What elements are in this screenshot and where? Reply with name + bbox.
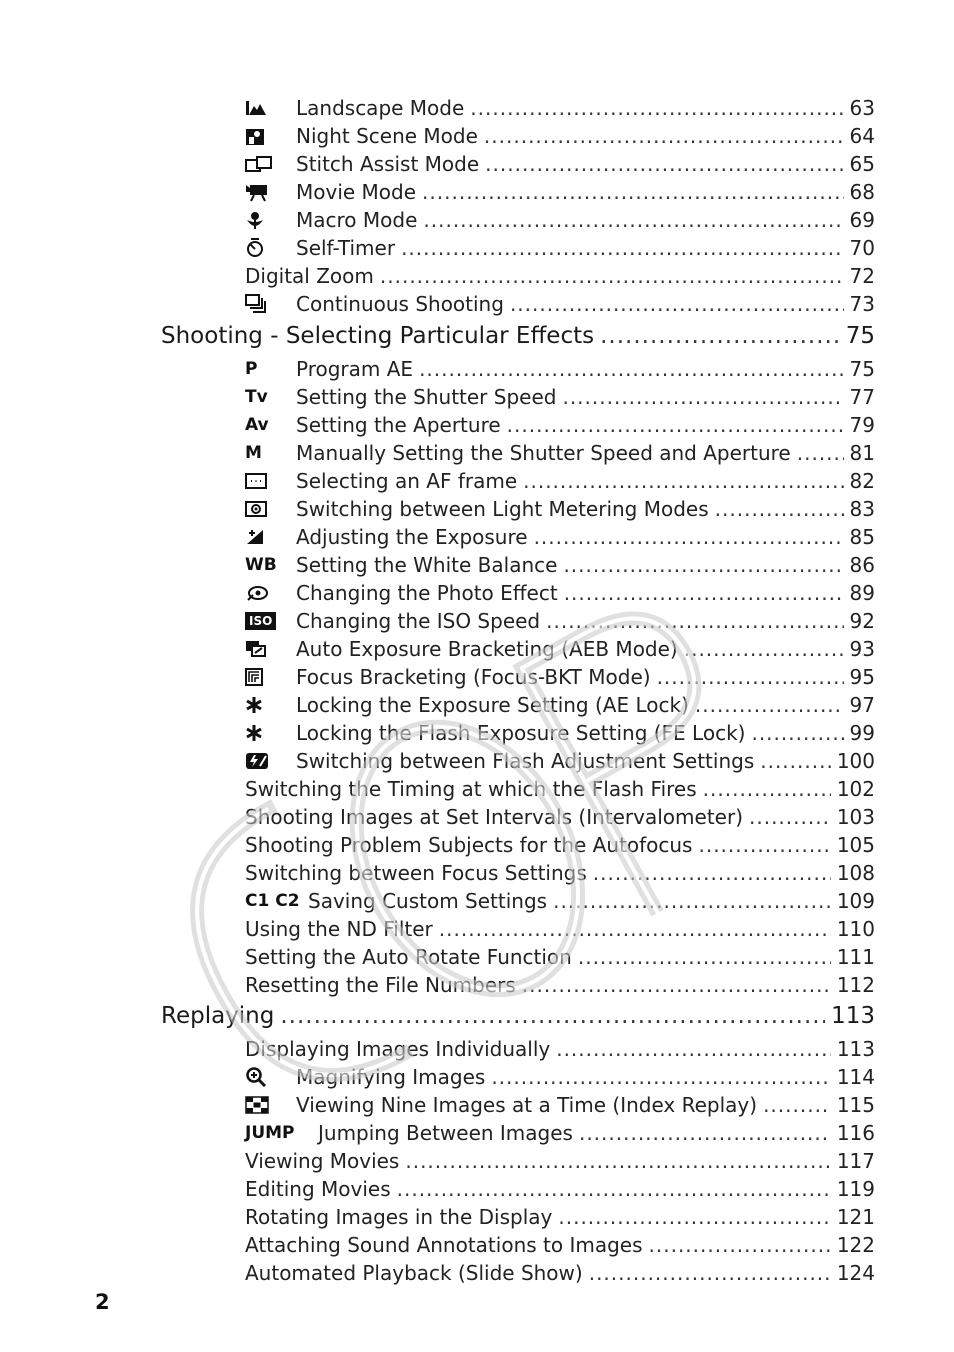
white-balance-icon: WB (245, 555, 277, 575)
flash-adjustment-icon (245, 749, 296, 773)
toc-entry[interactable] (245, 1091, 875, 1117)
leader-dots (698, 833, 830, 857)
entry-page: 95 (849, 665, 875, 689)
toc-entry[interactable] (245, 150, 875, 176)
leader-dots (439, 917, 831, 941)
leader-dots (564, 581, 844, 605)
leader-dots (507, 413, 844, 437)
toc-entry[interactable] (245, 411, 875, 437)
entry-label: Saving Custom Settings (308, 889, 548, 913)
leader-dots (280, 1002, 825, 1030)
toc-entry[interactable] (245, 383, 875, 409)
toc-entry[interactable] (245, 439, 875, 465)
toc-entry[interactable] (245, 719, 875, 745)
leader-dots (405, 1149, 830, 1173)
entry-label: Self-Timer (296, 236, 396, 260)
entry-label: Setting the White Balance (296, 553, 558, 577)
entry-page: 117 (836, 1149, 875, 1173)
entry-page: 99 (849, 721, 875, 745)
self-timer-icon (245, 236, 296, 260)
entry-page: 103 (836, 805, 875, 829)
entry-page: 73 (849, 292, 875, 316)
entry-label: Setting the Aperture (296, 413, 501, 437)
entry-page: 108 (836, 861, 875, 885)
aeb-icon (245, 637, 296, 661)
entry-page: 97 (849, 693, 875, 717)
entry-label: Automated Playback (Slide Show) (245, 1261, 583, 1285)
entry-label: Selecting an AF frame (296, 469, 518, 493)
entry-page: 112 (836, 973, 875, 997)
leader-dots (562, 385, 843, 409)
toc-entry[interactable] (245, 262, 875, 288)
leader-dots (593, 861, 831, 885)
entry-label: Auto Exposure Bracketing (AEB Mode) (296, 637, 678, 661)
entry-label: Switching between Light Metering Modes (296, 497, 709, 521)
magnify-icon (245, 1065, 296, 1089)
entry-label: Locking the Flash Exposure Setting (FE Lock) (296, 721, 746, 745)
exposure-compensation-icon (245, 525, 296, 549)
entry-page: 92 (849, 609, 875, 633)
iso-label: ISO (245, 612, 276, 630)
ae-lock-icon (245, 693, 296, 717)
entry-page: 79 (849, 413, 875, 437)
section-label: Replaying (161, 1003, 275, 1029)
entry-page: 86 (849, 553, 875, 577)
leader-dots (715, 497, 844, 521)
entry-label: Setting the Auto Rotate Function (245, 945, 572, 969)
toc-entry[interactable] (245, 122, 875, 148)
toc-entry[interactable] (245, 1259, 875, 1285)
entry-page: 70 (849, 236, 875, 260)
toc-entry[interactable] (245, 355, 875, 381)
toc-entry[interactable] (245, 1175, 875, 1201)
leader-dots (553, 889, 831, 913)
focus-bracketing-icon (245, 665, 296, 689)
leader-dots (397, 1177, 831, 1201)
leader-dots (579, 1121, 831, 1145)
toc-entry[interactable] (245, 206, 875, 232)
macro-icon (245, 208, 296, 232)
toc-entry[interactable] (245, 1119, 875, 1145)
toc-entry[interactable] (245, 467, 875, 493)
toc-entry[interactable] (245, 579, 875, 605)
leader-dots (578, 945, 831, 969)
leader-dots (763, 1093, 831, 1117)
entry-label: Adjusting the Exposure (296, 525, 528, 549)
leader-dots (470, 96, 843, 120)
entry-page: 83 (849, 497, 875, 521)
shutter-priority-icon: Tv (245, 387, 268, 407)
entry-page: 114 (836, 1065, 875, 1089)
entry-page: 122 (836, 1233, 875, 1257)
entry-label: Switching between Flash Adjustment Settings (296, 749, 755, 773)
toc-entry[interactable] (245, 635, 875, 661)
movie-icon (245, 180, 296, 204)
toc-entry[interactable] (245, 943, 875, 969)
leader-dots (695, 693, 844, 717)
entry-label: Continuous Shooting (296, 292, 504, 316)
toc-entry[interactable] (245, 523, 875, 549)
entry-page: 89 (849, 581, 875, 605)
entry-label: Switching between Focus Settings (245, 861, 587, 885)
leader-dots (423, 208, 843, 232)
entry-label: Changing the Photo Effect (296, 581, 558, 605)
entry-label: Shooting Problem Subjects for the Autofocus (245, 833, 693, 857)
aperture-priority-icon: Av (245, 415, 269, 435)
toc-entry[interactable] (245, 1203, 875, 1229)
toc-entry[interactable] (245, 663, 875, 689)
entry-label: Manually Setting the Shutter Speed and Aperture (296, 441, 791, 465)
entry-label: Shooting Images at Set Intervals (Intervalometer) (245, 805, 743, 829)
entry-page: 102 (836, 777, 875, 801)
toc-entry[interactable] (245, 551, 875, 577)
entry-label: Macro Mode (296, 208, 418, 232)
toc-entry[interactable] (245, 775, 875, 801)
entry-page: 72 (849, 264, 875, 288)
entry-page: 105 (836, 833, 875, 857)
entry-page: 121 (836, 1205, 875, 1229)
entry-page: 77 (849, 385, 875, 409)
toc-entry[interactable] (245, 1035, 875, 1061)
entry-page: 109 (836, 889, 875, 913)
entry-page: 116 (836, 1121, 875, 1145)
entry-label: Editing Movies (245, 1177, 391, 1201)
jump-icon: JUMP (245, 1123, 295, 1143)
entry-label: Using the ND Filter (245, 917, 433, 941)
leader-dots (649, 1233, 831, 1257)
leader-dots (684, 637, 844, 661)
entry-page: 124 (836, 1261, 875, 1285)
fe-lock-icon (245, 721, 296, 745)
entry-label: Jumping Between Images (318, 1121, 573, 1145)
toc-entry[interactable] (245, 803, 875, 829)
leader-dots (558, 1205, 830, 1229)
toc-entry[interactable] (245, 1231, 875, 1257)
leader-dots (657, 665, 844, 689)
light-metering-icon (245, 497, 296, 521)
toc-entry[interactable] (245, 607, 875, 633)
leader-dots (401, 236, 843, 260)
entry-label: Switching the Timing at which the Flash Fires (245, 777, 697, 801)
entry-label: Landscape Mode (296, 96, 465, 120)
entry-label: Displaying Images Individually (245, 1037, 551, 1061)
leader-dots (556, 1037, 831, 1061)
continuous-shooting-icon (245, 292, 296, 316)
leader-dots (589, 1261, 831, 1285)
entry-page: 93 (849, 637, 875, 661)
leader-dots (491, 1065, 831, 1089)
leader-dots (419, 357, 843, 381)
leader-dots (797, 441, 844, 465)
leader-dots (534, 525, 844, 549)
section-label: Shooting - Selecting Particular Effects (161, 323, 595, 349)
landscape-icon (245, 96, 296, 120)
manual-mode-icon: M (245, 443, 262, 463)
entry-page: 82 (849, 469, 875, 493)
entry-label: Night Scene Mode (296, 124, 478, 148)
leader-dots (422, 180, 844, 204)
toc-entry[interactable] (245, 178, 875, 204)
entry-label: Digital Zoom (245, 264, 374, 288)
toc-entry[interactable] (245, 971, 875, 997)
toc-entry[interactable] (245, 887, 875, 913)
leader-dots (510, 292, 844, 316)
entry-page: 111 (836, 945, 875, 969)
leader-dots (760, 749, 831, 773)
toc-section-heading[interactable] (161, 318, 875, 350)
leader-dots (485, 152, 843, 176)
toc-entry[interactable] (245, 495, 875, 521)
leader-dots (484, 124, 844, 148)
toc-entry[interactable] (245, 1063, 875, 1089)
af-frame-icon (245, 469, 296, 493)
leader-dots (751, 721, 843, 745)
page-number: 2 (95, 1290, 110, 1314)
toc-entry[interactable] (245, 859, 875, 885)
entry-label: Movie Mode (296, 180, 417, 204)
entry-page: 110 (836, 917, 875, 941)
custom-settings-icon: C1 C2 (245, 891, 300, 911)
photo-effect-icon (245, 581, 296, 605)
entry-label: Stitch Assist Mode (296, 152, 480, 176)
toc-entry[interactable] (245, 290, 875, 316)
leader-dots (380, 264, 844, 288)
entry-page: 69 (849, 208, 875, 232)
entry-page: 68 (849, 180, 875, 204)
leader-dots (749, 805, 831, 829)
toc-entry[interactable] (245, 747, 875, 773)
leader-dots (546, 609, 843, 633)
leader-dots (563, 553, 843, 577)
entry-label: Viewing Nine Images at a Time (Index Replay) (296, 1093, 758, 1117)
entry-label: Program AE (296, 357, 414, 381)
night-scene-icon (245, 124, 296, 148)
entry-label: Viewing Movies (245, 1149, 400, 1173)
section-page: 113 (831, 1003, 875, 1029)
leader-dots (600, 322, 840, 350)
leader-dots (522, 973, 831, 997)
toc-entry[interactable] (245, 94, 875, 120)
entry-page: 63 (849, 96, 875, 120)
toc-section-heading[interactable] (161, 998, 875, 1030)
entry-page: 119 (836, 1177, 875, 1201)
entry-label: Setting the Shutter Speed (296, 385, 557, 409)
section-page: 75 (845, 323, 875, 349)
iso-icon (245, 609, 296, 633)
entry-label: Rotating Images in the Display (245, 1205, 553, 1229)
toc-entry[interactable] (245, 234, 875, 260)
entry-page: 81 (849, 441, 875, 465)
leader-dots (523, 469, 843, 493)
entry-page: 115 (836, 1093, 875, 1117)
toc-entry[interactable] (245, 1147, 875, 1173)
entry-page: 65 (849, 152, 875, 176)
index-replay-icon (245, 1093, 296, 1117)
stitch-assist-icon (245, 152, 296, 176)
entry-label: Focus Bracketing (Focus-BKT Mode) (296, 665, 651, 689)
entry-page: 75 (849, 357, 875, 381)
program-ae-icon: P (245, 359, 258, 379)
entry-label: Locking the Exposure Setting (AE Lock) (296, 693, 689, 717)
leader-dots (703, 777, 831, 801)
toc-entry[interactable] (245, 831, 875, 857)
entry-page: 100 (836, 749, 875, 773)
toc-entry[interactable] (245, 915, 875, 941)
entry-page: 113 (836, 1037, 875, 1061)
entry-page: 85 (849, 525, 875, 549)
entry-label: Changing the ISO Speed (296, 609, 541, 633)
entry-label: Resetting the File Numbers (245, 973, 516, 997)
toc-entry[interactable] (245, 691, 875, 717)
entry-page: 64 (849, 124, 875, 148)
entry-label: Attaching Sound Annotations to Images (245, 1233, 643, 1257)
entry-label: Magnifying Images (296, 1065, 486, 1089)
